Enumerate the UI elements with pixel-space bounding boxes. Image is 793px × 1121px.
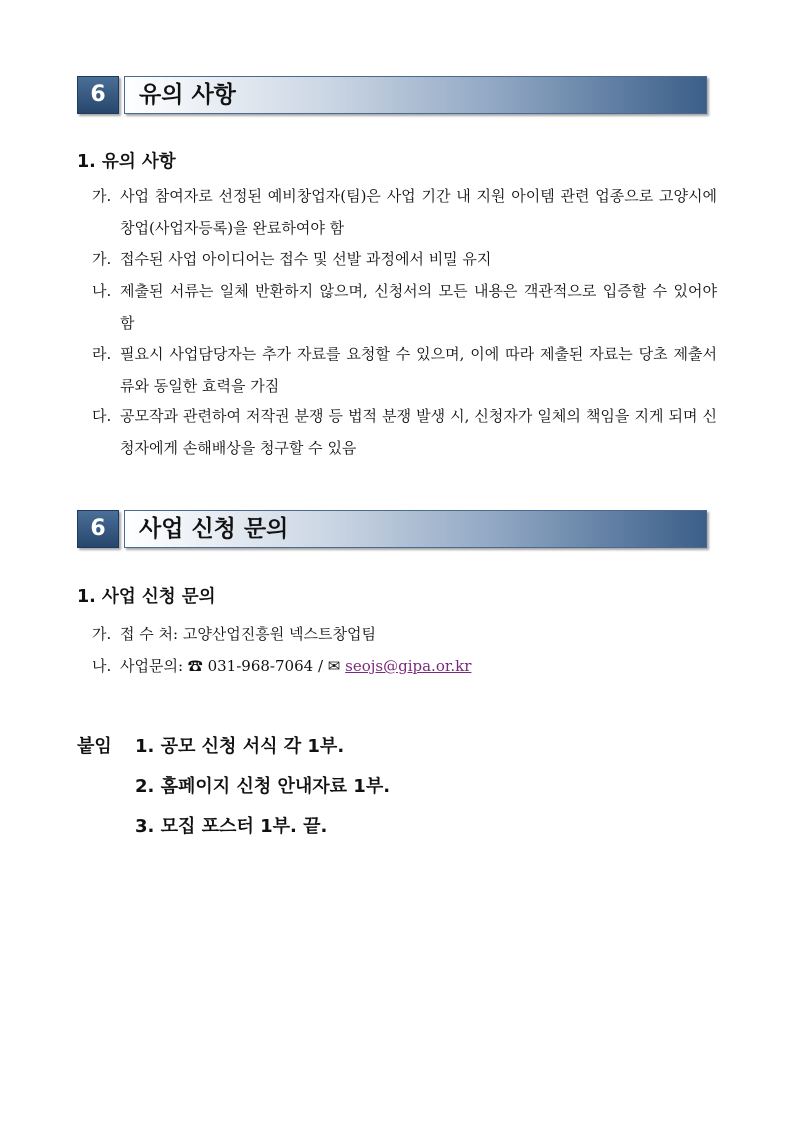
sub-heading-notice: 1. 유의 사항 <box>77 152 176 172</box>
list-item-text: 제출된 서류는 일체 반환하지 않으며, 신청서의 모든 내용은 객관적으로 입증할 수 있어야 함 <box>120 282 717 332</box>
list-item <box>92 275 717 339</box>
phone-icon: ☎ <box>187 657 203 675</box>
section-header-inquiry <box>77 510 707 548</box>
list-item <box>92 338 717 402</box>
section-number-badge: 6 <box>77 510 119 548</box>
phone-number: 031-968-7064 <box>207 657 314 675</box>
separator: / <box>317 657 324 675</box>
office-text: 접 수 처: 고양산업진흥원 넥스트창업팀 <box>120 625 376 643</box>
list-item <box>92 180 717 244</box>
attachment-label: 붙임 <box>77 736 112 757</box>
list-marker: 나. <box>92 282 112 300</box>
list-marker: 가. <box>92 250 112 268</box>
attachment-item: 1. 공모 신청 서식 각 1부. <box>135 736 345 757</box>
list-marker: 가. <box>92 625 112 643</box>
section-number-badge: 6 <box>77 76 119 114</box>
section-title: 사업 신청 문의 <box>139 516 289 542</box>
list-marker: 나. <box>92 657 112 675</box>
list-item-text: 사업 참여자로 선정된 예비창업자(팀)은 사업 기간 내 지원 아이템 관련 업종으로 고양시에 창업(사업자등록)을 완료하여야 함 <box>120 187 717 237</box>
list-item-text: 접수된 사업 아이디어는 접수 및 선발 과정에서 비밀 유지 <box>120 250 492 268</box>
list-item-text: 필요시 사업담당자는 추가 자료를 요청할 수 있으며, 이에 따라 제출된 자료는 당초 제출서류와 동일한 효력을 가짐 <box>120 345 717 395</box>
list-marker: 라. <box>92 345 112 363</box>
attachment-item: 3. 모집 포스터 1부. 끝. <box>135 816 328 837</box>
inquiry-line <box>92 650 471 682</box>
mail-icon: ✉ <box>327 657 341 675</box>
sub-heading-inquiry: 1. 사업 신청 문의 <box>77 587 216 607</box>
office-line <box>92 618 376 650</box>
attachment-item: 2. 홈페이지 신청 안내자료 1부. <box>135 776 391 797</box>
list-item-text: 공모작과 관련하여 저작권 분쟁 등 법적 분쟁 발생 시, 신청자가 일체의 책임을 지게 되며 신청자에게 손해배상을 청구할 수 있음 <box>120 407 717 457</box>
list-marker: 가. <box>92 187 112 205</box>
section-title-bar <box>124 510 707 548</box>
list-item <box>92 400 717 464</box>
email-link[interactable]: seojs@gipa.or.kr <box>345 657 472 675</box>
list-marker: 다. <box>92 407 112 425</box>
section-title: 유의 사항 <box>139 82 236 108</box>
section-title-bar <box>124 76 707 114</box>
section-header-notice <box>77 76 707 114</box>
inquiry-label: 사업문의: <box>120 657 184 675</box>
list-item <box>92 243 717 275</box>
